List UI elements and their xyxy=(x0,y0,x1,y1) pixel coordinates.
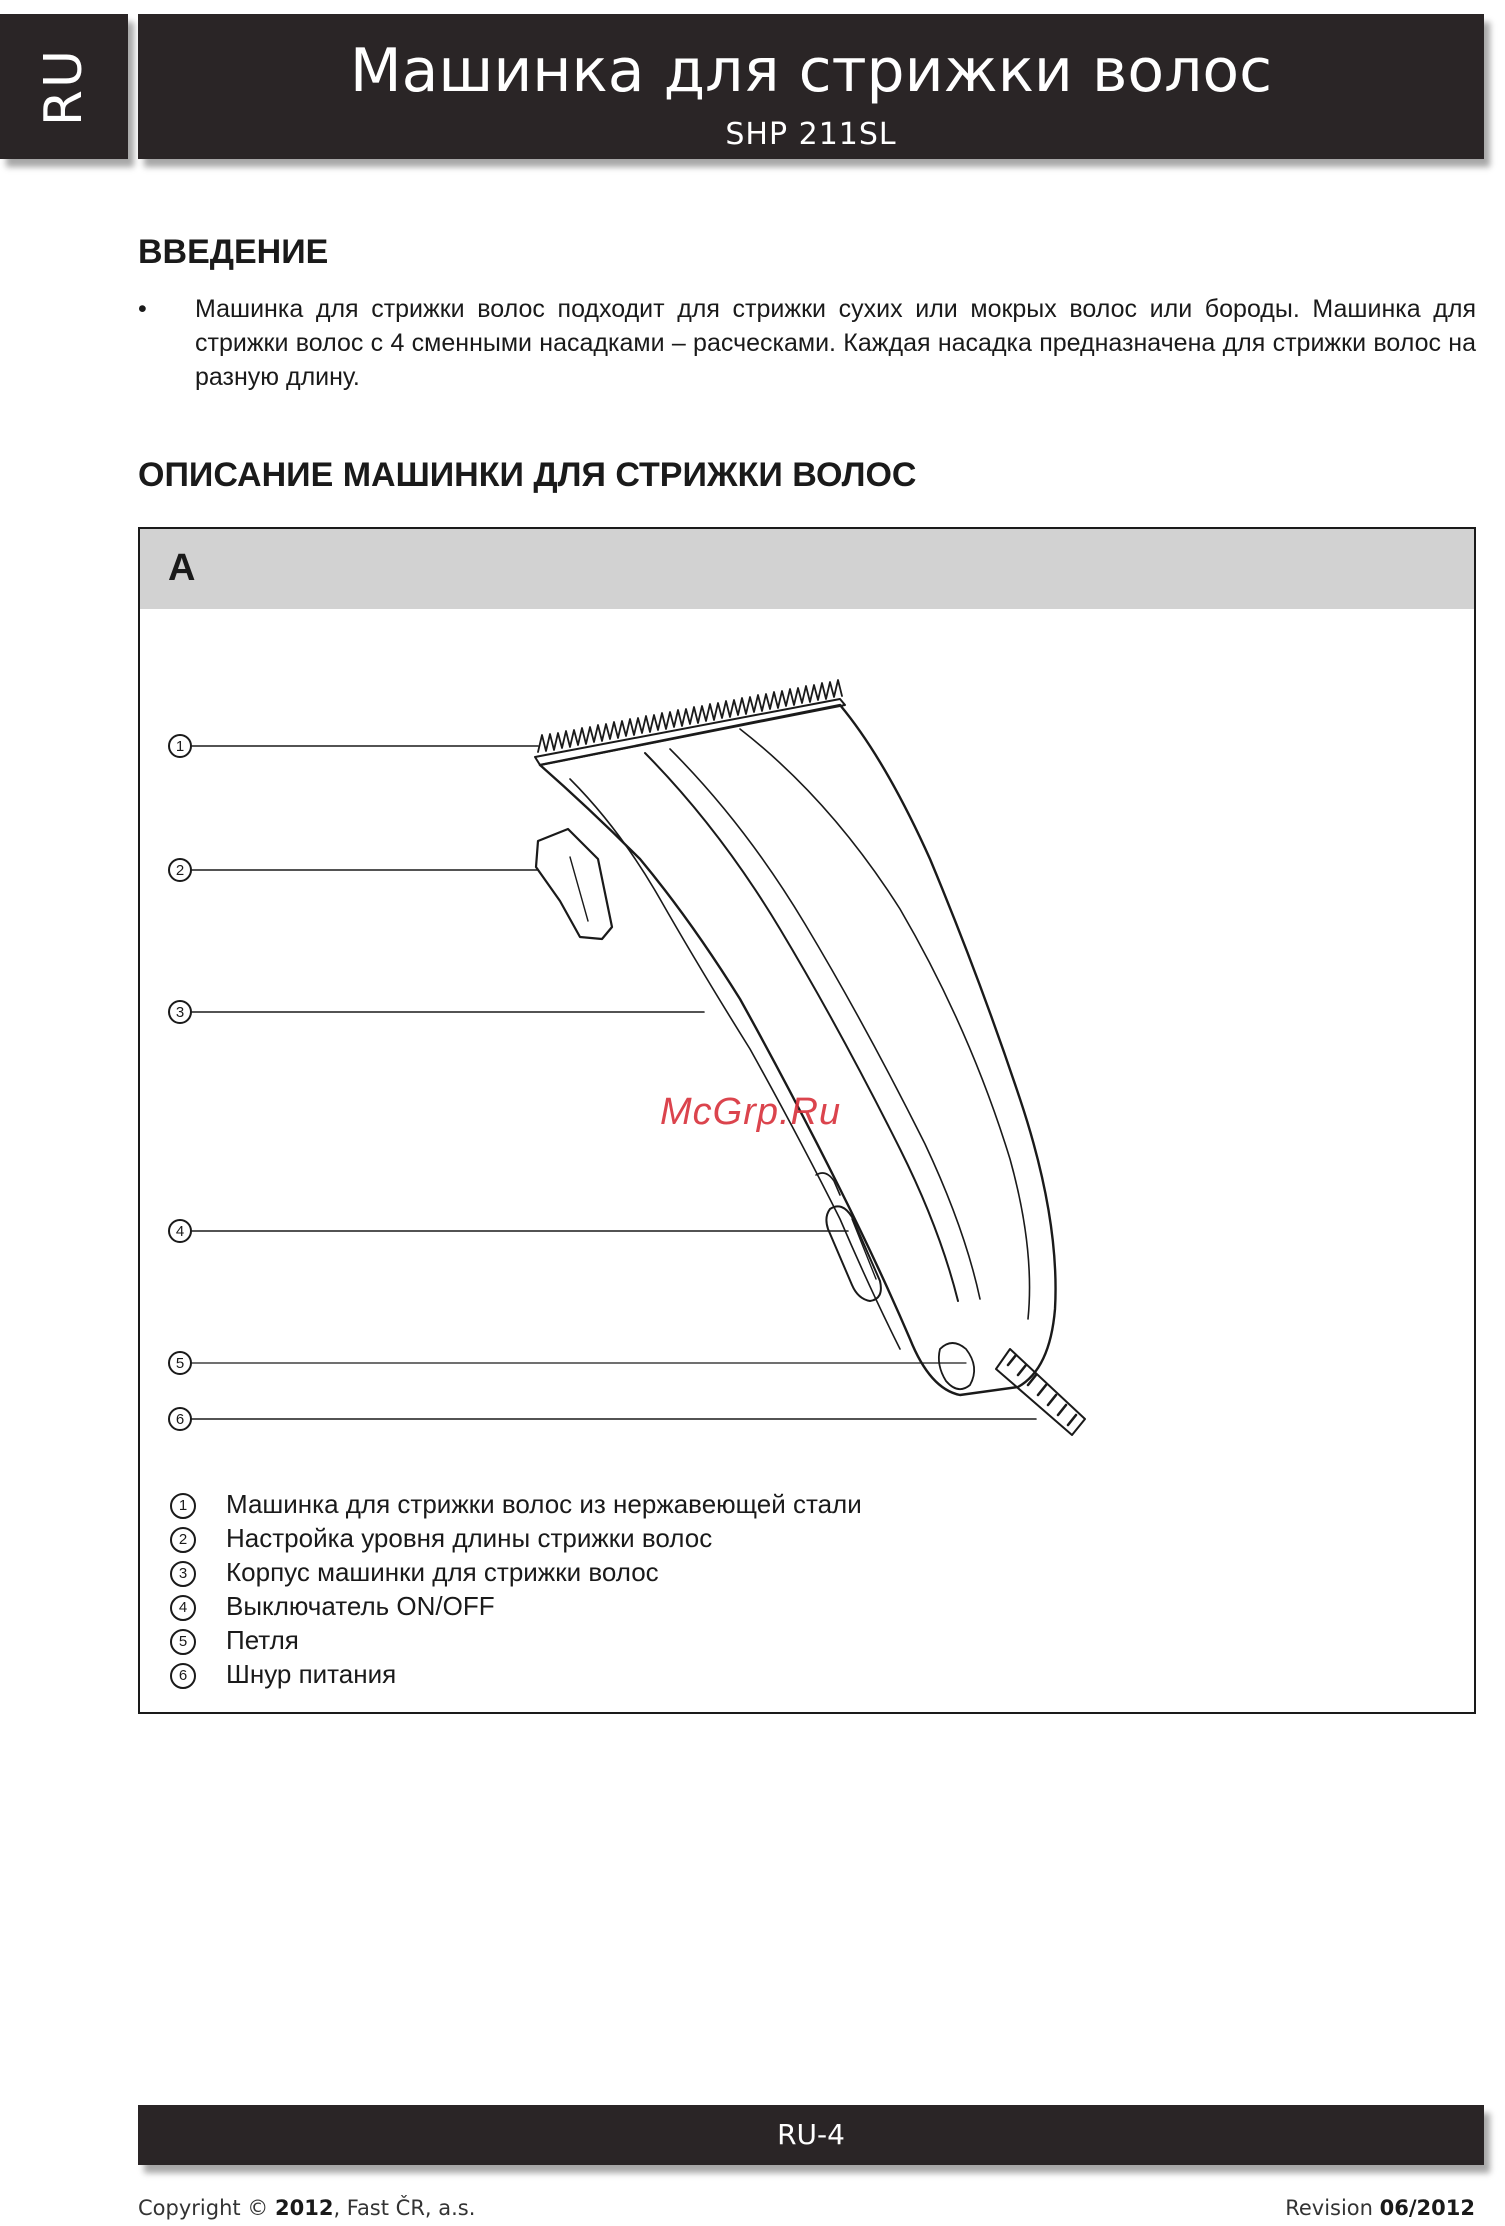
callout-3 xyxy=(169,1001,191,1023)
legend-number: 3 xyxy=(170,1561,196,1587)
intro-list xyxy=(138,292,1476,394)
callout-6 xyxy=(169,1408,191,1430)
legend-number: 4 xyxy=(170,1595,196,1621)
page-number: RU-4 xyxy=(777,2118,845,2151)
body-side-line xyxy=(570,779,900,1349)
page-title: Машинка для стрижки волос xyxy=(349,36,1273,106)
language-tab xyxy=(0,14,128,159)
legend-number: 6 xyxy=(170,1663,196,1689)
callout-1 xyxy=(169,735,191,757)
legend-text: Настройка уровня длины стрижки волос xyxy=(226,1523,713,1553)
legend-item xyxy=(170,1623,862,1657)
copyright-company: , Fast ČR, a.s. xyxy=(333,2196,476,2220)
callout-4 xyxy=(169,1220,191,1242)
body-groove-line xyxy=(645,753,958,1301)
body-groove-line xyxy=(670,749,980,1299)
switch-slot-line xyxy=(852,1219,876,1279)
legend-number: 2 xyxy=(170,1527,196,1553)
legend-text: Корпус машинки для стрижки волос xyxy=(226,1557,659,1587)
legend-item xyxy=(170,1521,862,1555)
legend-text: Шнур питания xyxy=(226,1659,397,1689)
intro-heading: ВВЕДЕНИЕ xyxy=(138,233,329,271)
callout-number: 1 xyxy=(175,738,185,755)
language-code: RU xyxy=(34,47,94,126)
figure-label: A xyxy=(168,547,196,589)
revision-notice xyxy=(1285,2196,1475,2220)
legend-text: Машинка для стрижки волос из нержавеющей стали xyxy=(226,1489,862,1519)
intro-list-item xyxy=(138,292,1476,394)
legend-number: 1 xyxy=(170,1493,196,1519)
legend-item xyxy=(170,1555,862,1589)
copyright-notice xyxy=(138,2196,475,2220)
legend-item xyxy=(170,1487,862,1521)
legend-number: 5 xyxy=(170,1629,196,1655)
legend-text: Петля xyxy=(226,1625,299,1655)
legend-item xyxy=(170,1589,862,1623)
revision-date: 06/2012 xyxy=(1379,2196,1475,2220)
copyright-prefix: Copyright © xyxy=(138,2196,269,2220)
cord-ribs xyxy=(1008,1355,1076,1425)
callout-5 xyxy=(169,1352,191,1374)
length-adjust-lever xyxy=(536,829,612,939)
hanging-loop xyxy=(939,1343,974,1389)
blade-teeth xyxy=(538,680,842,752)
legend-item xyxy=(170,1657,862,1691)
legend-text: Выключатель ON/OFF xyxy=(226,1591,495,1621)
footer-bar xyxy=(138,2105,1484,2165)
revision-label: Revision xyxy=(1285,2196,1373,2220)
watermark: McGrp.Ru xyxy=(660,1091,842,1133)
callout-number: 2 xyxy=(175,862,185,879)
callout-number: 3 xyxy=(175,1004,185,1021)
parts-legend xyxy=(170,1487,862,1691)
callout-2 xyxy=(169,859,191,881)
model-number: SHP 211SL xyxy=(725,117,897,152)
description-heading: ОПИСАНИЕ МАШИНКИ ДЛЯ СТРИЖКИ ВОЛОС xyxy=(138,456,917,494)
header-bar xyxy=(138,14,1484,159)
callout-number: 6 xyxy=(175,1411,185,1428)
intro-text: Машинка для стрижки волос подходит для стрижки сухих или мокрых волос или бороды. Машинка для стрижки волос с 4 сменными насадками – расческами. Каждая насадка предназначена для стрижки волос на разную длину. xyxy=(195,295,1476,391)
callout-number: 5 xyxy=(175,1355,185,1372)
bullet-icon: • xyxy=(138,295,147,323)
copyright-year: 2012 xyxy=(274,2196,334,2220)
callout-number: 4 xyxy=(175,1223,185,1240)
